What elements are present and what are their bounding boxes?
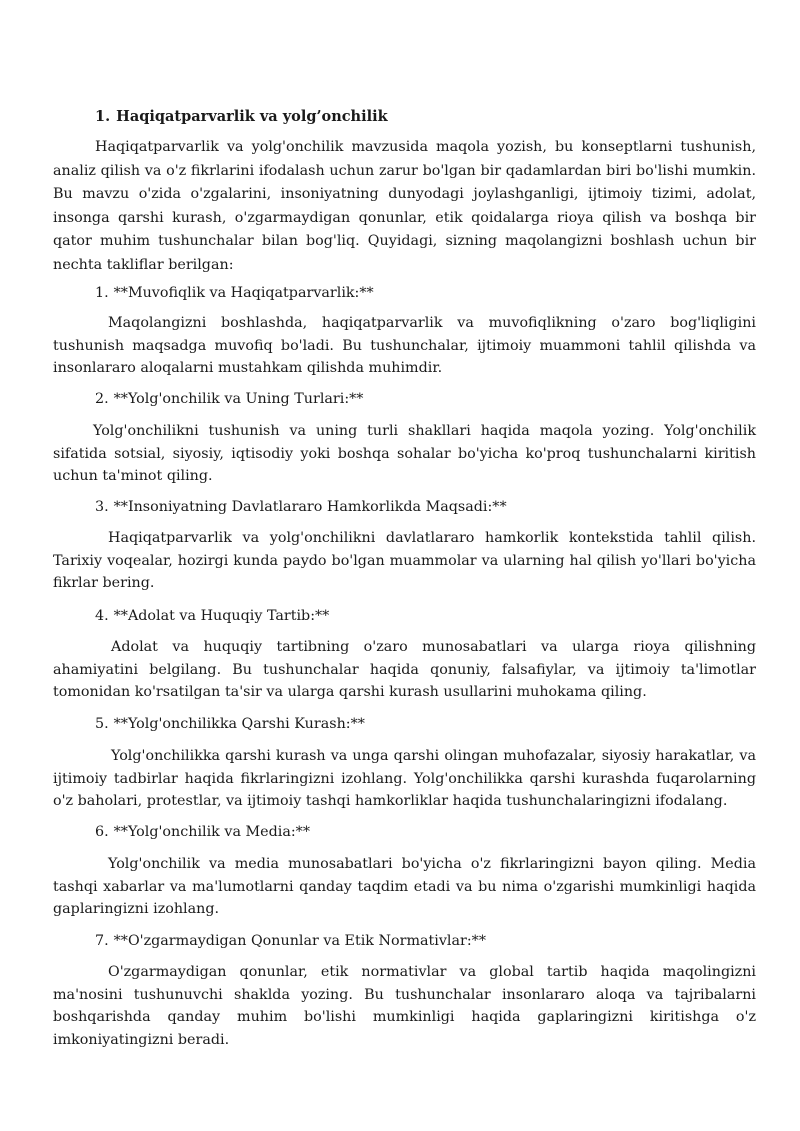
- list-item-title-text: **Insoniyatning Davlatlararo Hamkorlikda Maqsadi:**: [113, 499, 507, 515]
- list-item-body: Haqiqatparvarlik va yolg'onchilikni davlatlararo hamkorlik kontekstida tahlil qilish. Tarixiy voqealar, hozirgi kunda paydo bo'lgan muammolar va ularning hal qilish yo'llari bo'yicha fikrlar bering.: [53, 530, 756, 592]
- list-item-title-text: **Muvofiqlik va Haqiqatparvarlik:**: [113, 285, 374, 301]
- list-item-title: [95, 931, 755, 951]
- list-item-title: [95, 822, 755, 842]
- list-item-title-text: **Adolat va Huquqiy Tartib:**: [113, 608, 330, 624]
- list-item-title-text: **Yolg'onchilik va Uning Turlari:**: [113, 391, 364, 407]
- list-item-number: 3.: [95, 499, 109, 515]
- intro-paragraph: Haqiqatparvarlik va yolg'onchilik mavzusida maqola yozish, bu konseptlarni tushunish, analiz qilish va o'z fikrlarini ifodalash uchun zarur bo'lgan bir qadamlardan biri bo'lishi mumkin. Bu mavzu o'zida o'zgalarini, insoniyatning dunyodagi joylashganligi, ijtimoiy tizimi, adolat, insonga qarshi kurash, o'zgarmaydigan qonunlar, etik qoidalarga rioya qilish va boshqa bir qator muhim tushunchalar bilan bog'liq. Quyidagi, sizning maqolangizni boshlash uchun bir nechta takliflar berilgan:: [53, 139, 756, 273]
- list-item-title: [95, 606, 755, 626]
- list-item-title-text: **Yolg'onchilikka Qarshi Kurash:**: [113, 716, 365, 732]
- list-item-body: O'zgarmaydigan qonunlar, etik normativlar va global tartib haqida maqolingizni ma'nosini tushunuvchi shaklda yozing. Bu tushunchalar insonlararo aloqa va tajribalarni boshqarishda qanday muhim bo'lishi mumkinligi haqida gaplaringizni kiritishga o'z imkoniyatingizni beradi.: [53, 964, 756, 1048]
- list-item-number: 4.: [95, 608, 109, 624]
- list-item-title: [95, 389, 755, 409]
- section-heading: [95, 107, 755, 127]
- list-item-title: [95, 497, 755, 517]
- list-item-body: Maqolangizni boshlashda, haqiqatparvarlik va muvofiqlikning o'zaro bog'liqligini tushunish maqsadga muvofiq bo'ladi. Bu tushunchalar, ijtimoiy muammoni tahlil qilishda va insonlararo aloqalarni mustahkam qilishda muhimdir.: [53, 315, 756, 377]
- list-item-body: Yolg'onchilikka qarshi kurash va unga qarshi olingan muhofazalar, siyosiy harakatlar, va ijtimoiy tadbirlar haqida fikrlaringizni izohlang. Yolg'onchilikka qarshi kurashda fuqarolarning o'z baholari, protestlar, va ijtimoiy tashqi hamkorliklar haqida tushunchalaringizni ifodalang.: [53, 748, 756, 810]
- list-item-number: 5.: [95, 716, 109, 732]
- list-item-number: 1.: [95, 285, 109, 301]
- list-item-number: 2.: [95, 391, 109, 407]
- list-item-body: Yolg'onchilik va media munosabatlari bo'yicha o'z fikrlaringizni bayon qiling. Media tashqi xabarlar va ma'lumotlarni qanday taqdim etadi va bu nima o'zgarishi mumkinligi haqida gaplaringizni izohlang.: [53, 856, 756, 918]
- list-item-number: 6.: [95, 824, 109, 840]
- list-item-body: Adolat va huquqiy tartibning o'zaro munosabatlari va ularga rioya qilishning ahamiyatini belgilang. Bu tushunchalar haqida qonuniy, falsafiylar, va ijtimoiy ta'limotlar tomonidan ko'rsatilgan ta'sir va ularga qarshi kurash usullarini muhokama qiling.: [53, 639, 756, 701]
- list-item-number: 7.: [95, 933, 109, 949]
- list-item-title-text: **Yolg'onchilik va Media:**: [113, 824, 310, 840]
- list-item-title: [95, 714, 755, 734]
- list-item-title: [95, 283, 755, 303]
- list-item-title-text: **O'zgarmaydigan Qonunlar va Etik Normativlar:**: [113, 933, 486, 949]
- list-item-body: Yolg'onchilikni tushunish va uning turli shakllari haqida maqola yozing. Yolg'onchilik sifatida sotsial, siyosiy, iqtisodiy yoki boshqa sohalar bo'yicha ko'proq tushunchalarni kiritish uchun ta'minot qiling.: [53, 423, 756, 485]
- section-title: Haqiqatparvarlik va yolg’onchilik: [116, 108, 388, 125]
- section-number: 1.: [95, 108, 111, 125]
